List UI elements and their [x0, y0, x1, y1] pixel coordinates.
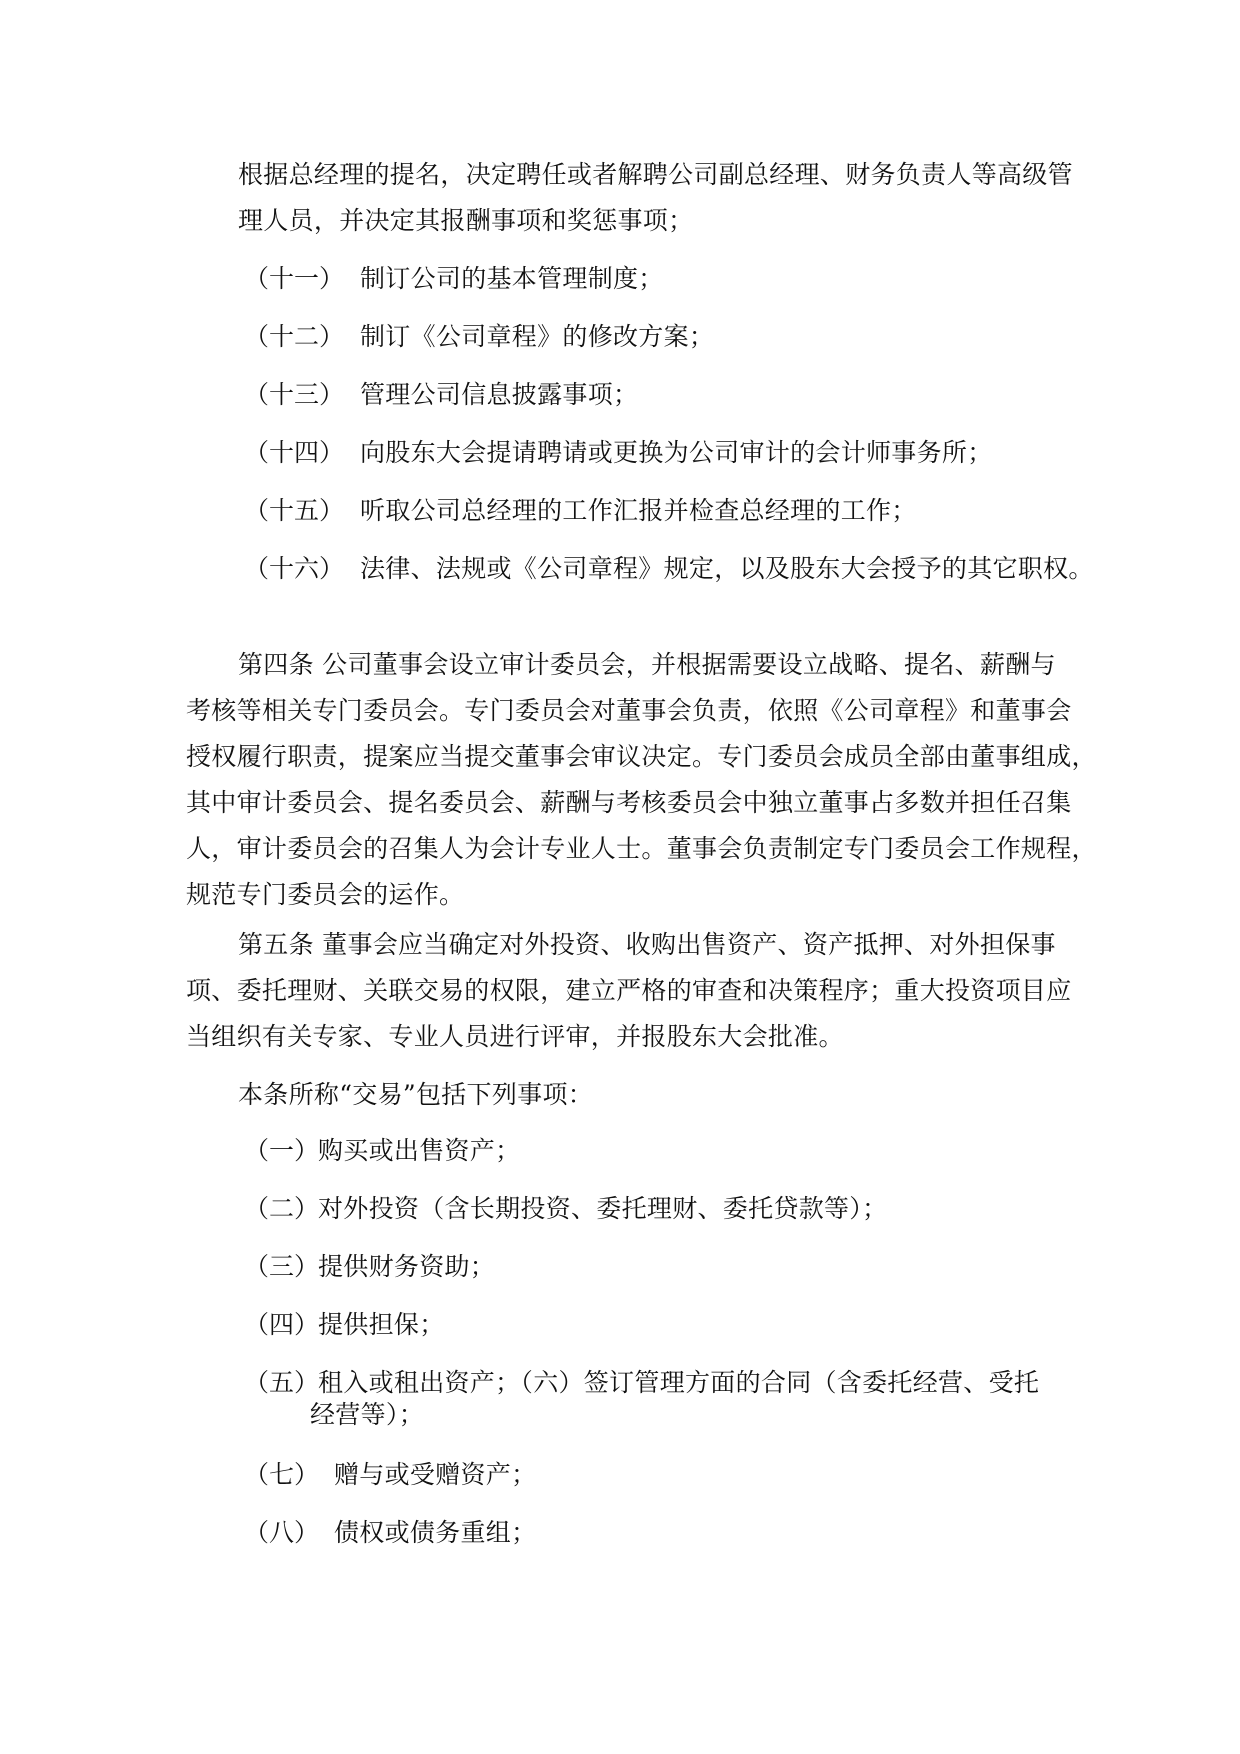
list-b-item-3-number: （三）: [244, 1252, 320, 1281]
list-a-item-14-number: （十四）: [244, 438, 345, 467]
list-a-item-16-number: （十六）: [244, 554, 345, 583]
list-b-item-8-number: （八）: [244, 1518, 320, 1547]
list-b-item-4-number: （四）: [244, 1310, 320, 1339]
list-a-item-16-text: 法律、法规或《公司章程》规定，以及股东大会授予的其它职权。: [360, 554, 1094, 583]
list-a-item-15-text: 听取公司总经理的工作汇报并检查总经理的工作；: [360, 496, 917, 525]
list-b-item-3-text: 提供财务资助；: [318, 1252, 496, 1281]
article-5-line-2: 项、委托理财、关联交易的权限，建立严格的审查和决策程序；重大投资项目应: [186, 976, 1072, 1005]
article-5-line-3: 当组织有关专家、专业人员进行评审，并报股东大会批准。: [186, 1022, 844, 1051]
article-4-line-1: 第四条 公司董事会设立审计委员会，并根据需要设立战略、提名、薪酬与: [238, 650, 1056, 679]
article-5-line-1: 第五条 董事会应当确定对外投资、收购出售资产、资产抵押、对外担保事: [238, 930, 1056, 959]
intro-line-1: 根据总经理的提名，决定聘任或者解聘公司副总经理、财务负责人等高级管: [238, 160, 1073, 189]
article-4-line-3: 授权履行职责，提案应当提交董事会审议决定。专门委员会成员全部由董事组成，: [186, 742, 1097, 771]
intro-line-2: 理人员，并决定其报酬事项和奖惩事项；: [238, 206, 694, 235]
list-a-item-15-number: （十五）: [244, 496, 345, 525]
article-4-line-5: 人，审计委员会的召集人为会计专业人士。董事会负责制定专门委员会工作规程，: [186, 834, 1097, 863]
article-4-line-2: 考核等相关专门委员会。专门委员会对董事会负责，依照《公司章程》和董事会: [186, 696, 1072, 725]
list-b-item-5-text: 租入或租出资产；（六）签订管理方面的合同（含委托经营、受托: [318, 1368, 1040, 1397]
list-b-item-4-text: 提供担保；: [318, 1310, 445, 1339]
list-a-item-12-number: （十二）: [244, 322, 345, 351]
list-a-item-11-number: （十一）: [244, 264, 345, 293]
list-a-item-13-number: （十三）: [244, 380, 345, 409]
list-b-item-2-number: （二）: [244, 1194, 320, 1223]
list-b-item-2-text: 对外投资（含长期投资、委托理财、委托贷款等）；: [318, 1194, 888, 1223]
list-b-item-5-continuation: 经营等）；: [310, 1400, 425, 1429]
list-b-item-1-number: （一）: [244, 1136, 320, 1165]
article-4-line-6: 规范专门委员会的运作。: [186, 880, 465, 909]
list-b-item-7-text: 赠与或受赠资产；: [334, 1460, 537, 1489]
transaction-intro: 本条所称“交易”包括下列事项：: [238, 1080, 594, 1109]
list-b-item-5-number: （五）: [244, 1368, 320, 1397]
list-a-item-12-text: 制订《公司章程》的修改方案；: [360, 322, 715, 351]
list-b-item-7-number: （七）: [244, 1460, 320, 1489]
list-a-item-14-text: 向股东大会提请聘请或更换为公司审计的会计师事务所；: [360, 438, 993, 467]
list-a-item-13-text: 管理公司信息披露事项；: [360, 380, 639, 409]
list-b-item-1-text: 购买或出售资产；: [318, 1136, 521, 1165]
list-b-item-8-text: 债权或债务重组；: [334, 1518, 537, 1547]
article-4-line-4: 其中审计委员会、提名委员会、薪酬与考核委员会中独立董事占多数并担任召集: [186, 788, 1072, 817]
list-a-item-11-text: 制订公司的基本管理制度；: [360, 264, 664, 293]
